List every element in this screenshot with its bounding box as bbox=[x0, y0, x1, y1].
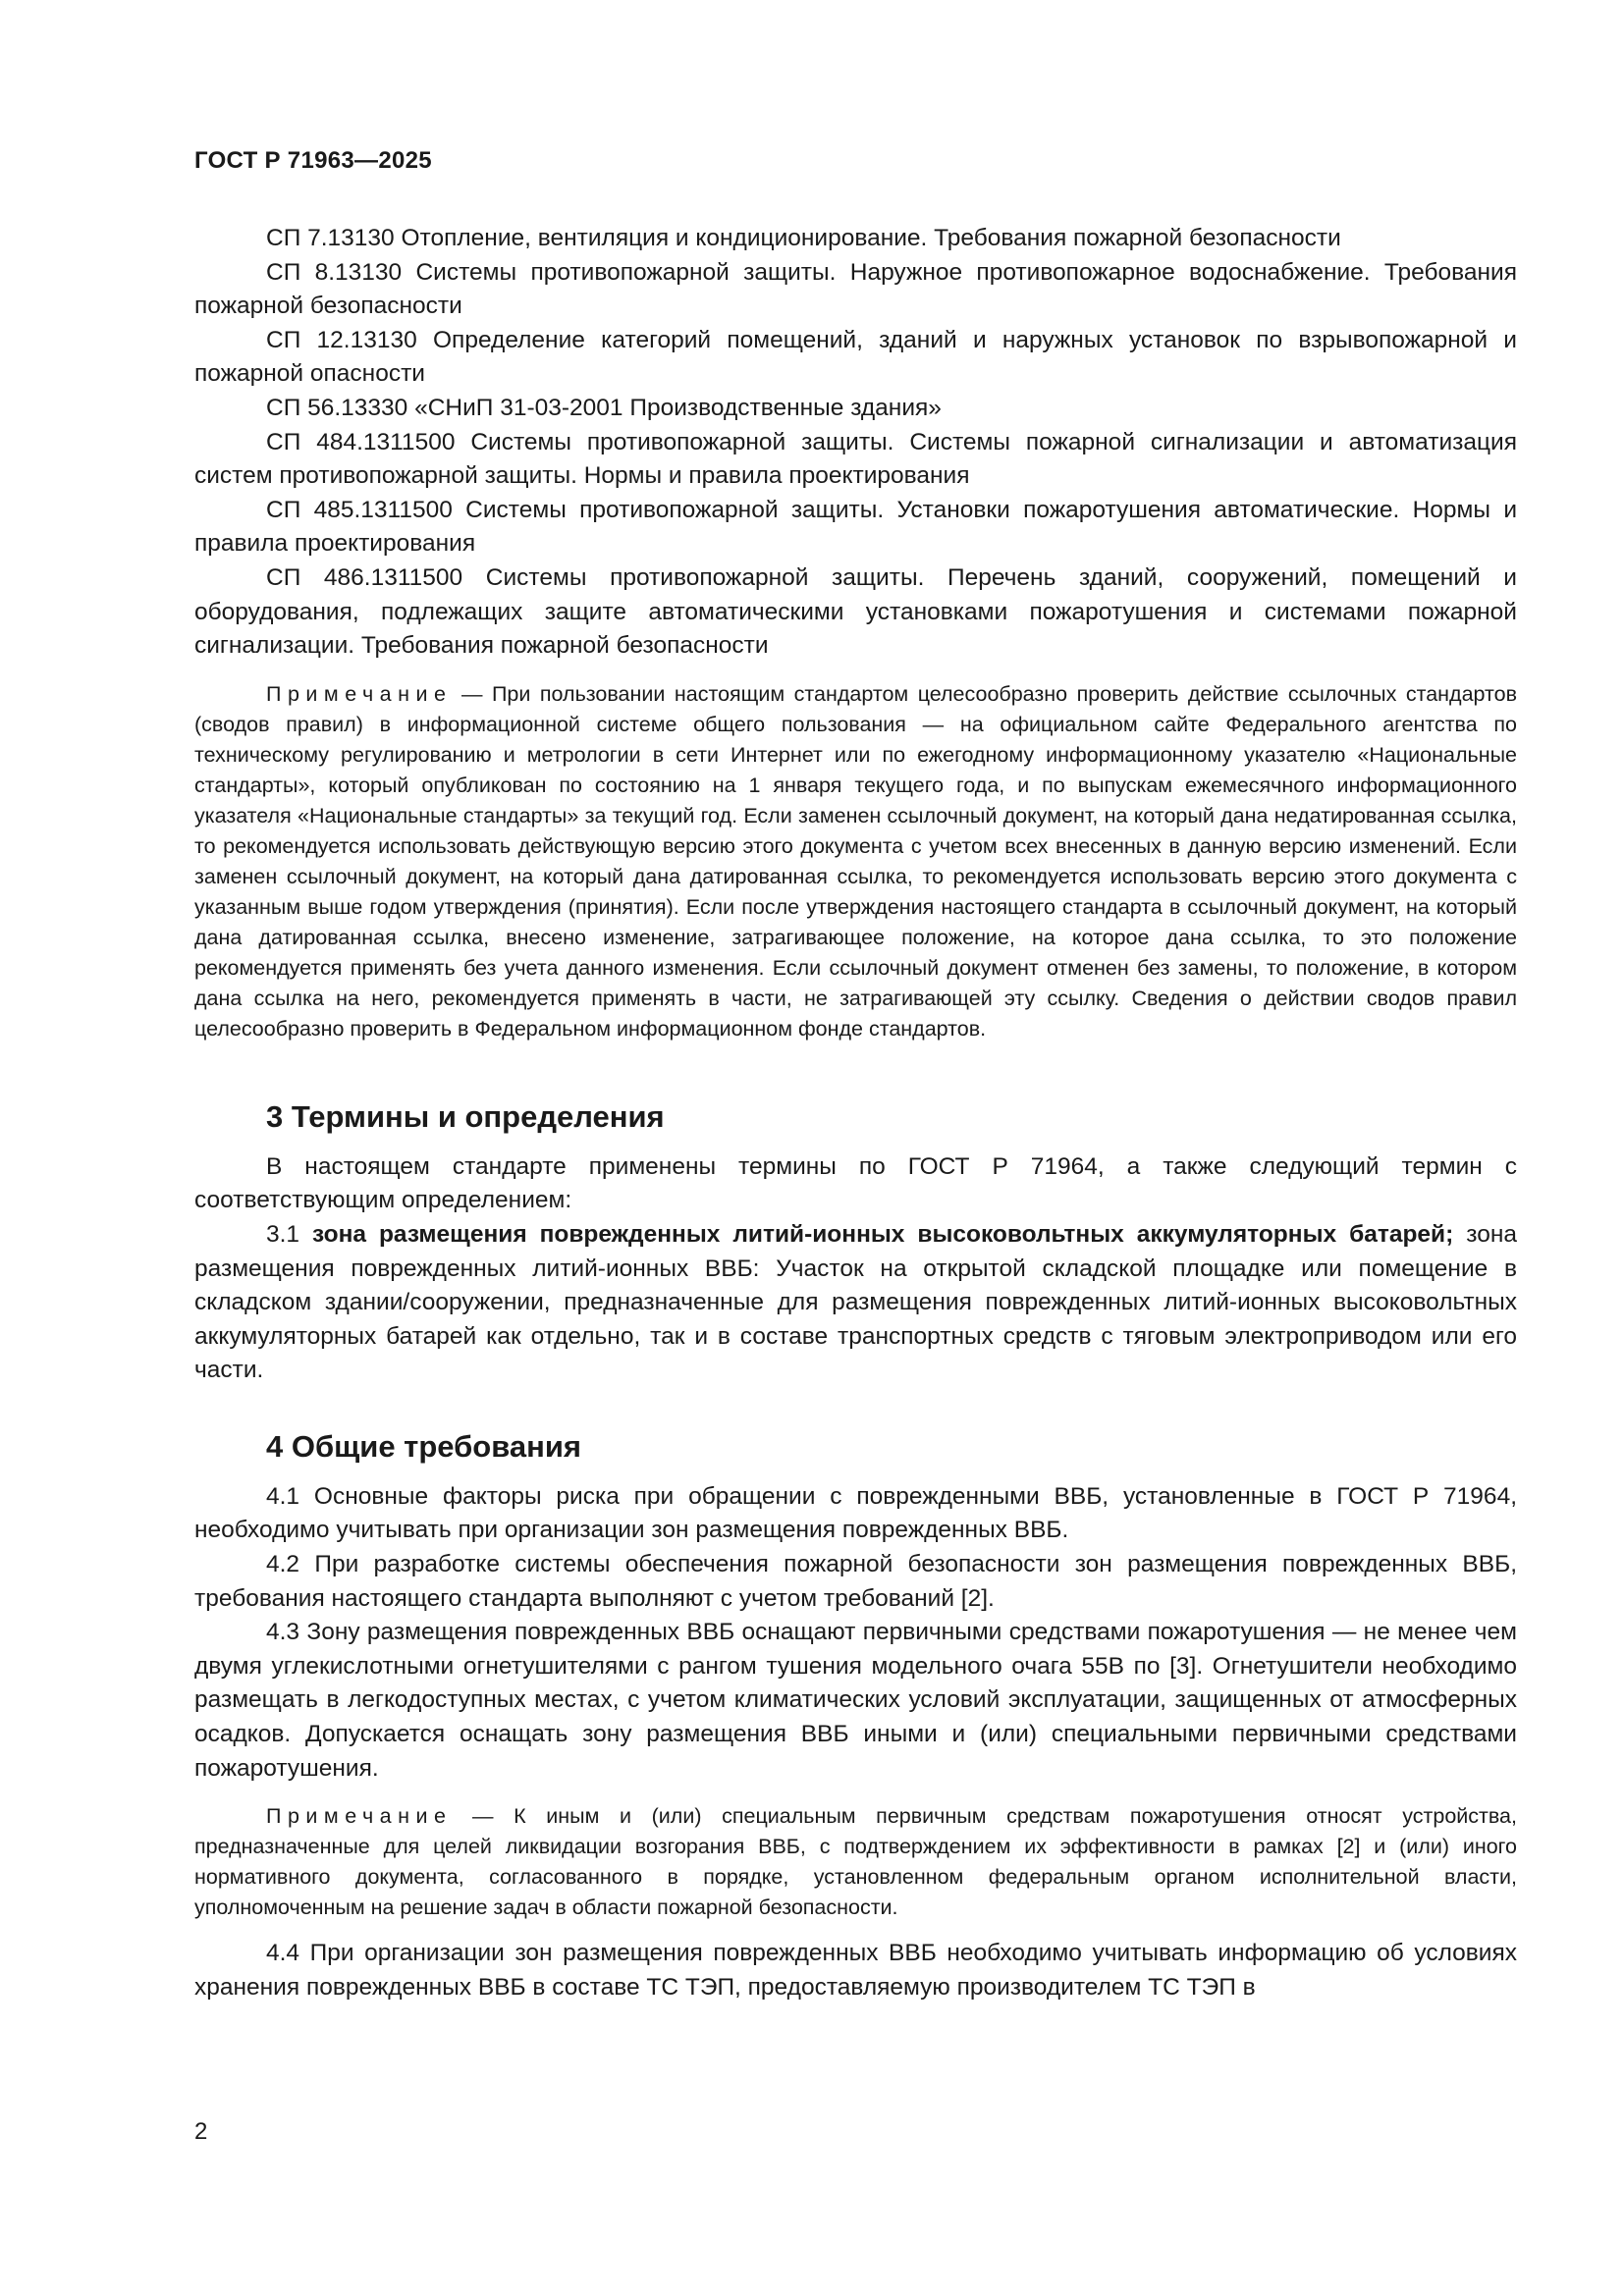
note-text: — К иным и (или) специальным первичным средствам пожаротушения относят устройства, предназначенные для целей ликвидации возгорания ВВБ, с подтверждением их эффективности в рамках [2] и (или) иного нормативного документа, согласованного в порядке, установленном федеральным органом исполнительной власти, уполномоченным на решение задач в области пожарной безопасности. bbox=[194, 1804, 1517, 1920]
reference-item: СП 12.13130 Определение категорий помещений, зданий и наружных установок по взрывопожарной и пожарной опасности bbox=[194, 326, 1517, 388]
section-4-title: 4 Общие требования bbox=[266, 1428, 581, 1464]
reference-item: СП 7.13130 Отопление, вентиляция и кондиционирование. Требования пожарной безопасности bbox=[266, 225, 1341, 251]
note-extinguishers bbox=[194, 1801, 1517, 1923]
term-definition bbox=[194, 1218, 1517, 1388]
clause-4-2: 4.2 При разработке системы обеспечения пожарной безопасности зон размещения поврежденных ВВБ, требования настоящего стандарта выполняют с учетом требований [2]. bbox=[194, 1551, 1517, 1612]
reference-item: СП 56.13330 «СНиП 31-03-2001 Производственные здания» bbox=[266, 394, 942, 421]
term-text: зона размещения поврежденных литий-ионных ВВБ: Участок на открытой складской площадке или помещение в складском здании/сооружении, предназначенные для размещения поврежденных литий-ионных высоковольтных аккумуляторных батарей как отдельно, так и в составе транспортных средств с тяговым электроприводом или его части. bbox=[194, 1220, 1517, 1384]
term-number: 3.1 bbox=[266, 1220, 313, 1248]
note-label: Примечание bbox=[266, 1804, 453, 1829]
clause-4-1: 4.1 Основные факторы риска при обращении с поврежденными ВВБ, установленные в ГОСТ Р 71964, необходимо учитывать при организации зон размещения поврежденных ВВБ. bbox=[194, 1482, 1517, 1544]
page-number: 2 bbox=[194, 2118, 208, 2145]
clause-4-4: 4.4 При организации зон размещения поврежденных ВВБ необходимо учитывать информацию об условиях хранения поврежденных ВВБ в составе ТС ТЭП, предоставляемую производителем ТС ТЭП в bbox=[194, 1940, 1517, 2001]
reference-item: СП 484.1311500 Системы противопожарной защиты. Системы пожарной сигнализации и автоматизация систем противопожарной защиты. Нормы и правила проектирования bbox=[194, 428, 1517, 490]
reference-item: СП 485.1311500 Системы противопожарной защиты. Установки пожаротушения автоматические. Нормы и правила проектирования bbox=[194, 496, 1517, 558]
reference-item: СП 8.13130 Системы противопожарной защиты. Наружное противопожарное водоснабжение. Требования пожарной безопасности bbox=[194, 258, 1517, 320]
term-name: зона размещения поврежденных литий-ионных высоковольтных аккумуляторных батарей; bbox=[312, 1220, 1454, 1248]
note-text: — При пользовании настоящим стандартом целесообразно проверить действие ссылочных стандартов (сводов правил) в информационной системе общего пользования — на официальном сайте Федерального агентства по техническому регулированию и метрологии в сети Интернет или по ежегодному информационному указателю «Национальные стандарты», который опубликован по состоянию на 1 января текущего года, и по выпускам ежемесячного информационного указателя «Национальные стандарты» за текущий год. Если заменен ссылочный документ, на который дана недатированная ссылка, то рекомендуется использовать действующую версию этого документа с учетом всех внесенных в данную версию изменений. Если заменен ссылочный документ, на который дана датированная ссылка, то рекомендуется использовать версию этого документа с указанным выше годом утверждения (принятия). Если после утверждения настоящего стандарта в ссылочный документ, на который дана датированная ссылка, внесено изменение, затрагивающее положение, на которое дана ссылка, то это положение рекомендуется применять без учета данного изменения. Если ссылочный документ отменен без замены, то положение, в котором дана ссылка на него, рекомендуется применять в части, не затрагивающей эту ссылку. Сведения о действии сводов правил целесообразно проверить в Федеральном информационном фонде стандартов. bbox=[194, 681, 1517, 1041]
reference-item: СП 486.1311500 Системы противопожарной защиты. Перечень зданий, сооружений, помещений и оборудования, подлежащих защите автоматическими установками пожаротушения и системами пожарной сигнализации. Требования пожарной безопасности bbox=[194, 563, 1517, 660]
note-references bbox=[194, 679, 1517, 1044]
section-3-intro: В настоящем стандарте применены термины по ГОСТ Р 71964, а также следующий термин с соответствующим определением: bbox=[194, 1152, 1517, 1214]
clause-4-3: 4.3 Зону размещения поврежденных ВВБ оснащают первичными средствами пожаротушения — не менее чем двумя углекислотными огнетушителями с рангом тушения модельного очага 55В по [3]. Огнетушители необходимо размещать в легкодоступных местах, с учетом климатических условий эксплуатации, защищенных от атмосферных осадков. Допускается оснащать зону размещения ВВБ иными и (или) специальными первичными средствами пожаротушения. bbox=[194, 1619, 1517, 1782]
section-3-title: 3 Термины и определения bbox=[266, 1098, 665, 1134]
note-label: Примечание bbox=[266, 681, 453, 706]
document-body bbox=[194, 222, 1517, 2004]
document-header: ГОСТ Р 71963—2025 bbox=[194, 147, 432, 174]
